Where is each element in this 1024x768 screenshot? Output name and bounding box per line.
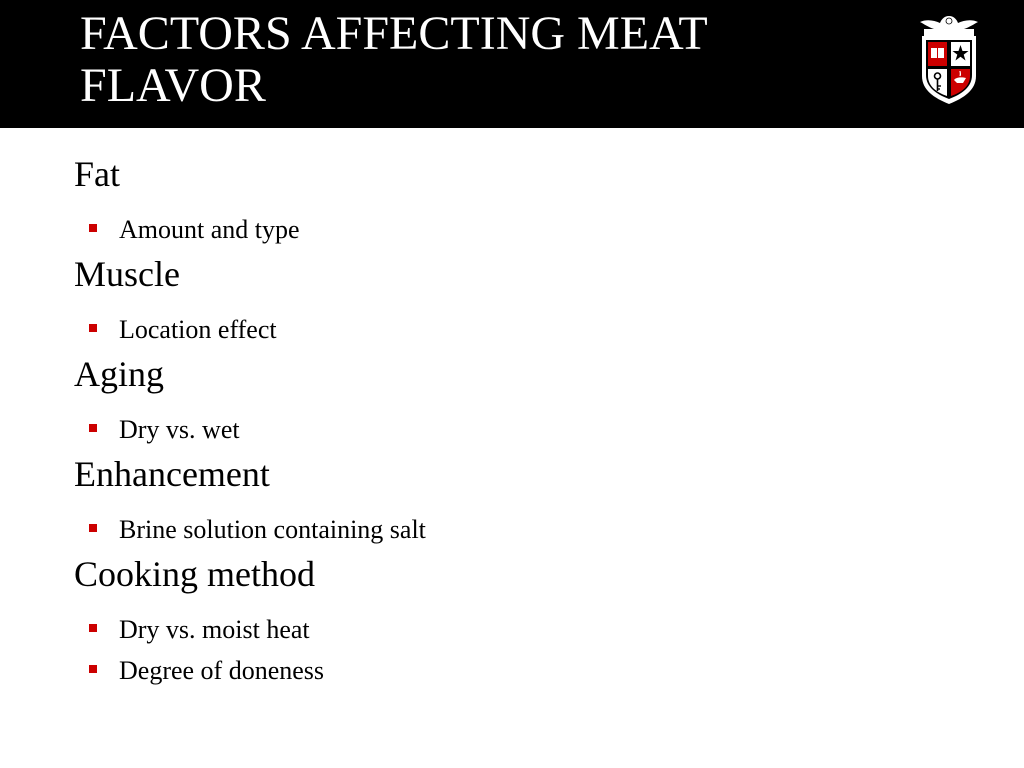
list-item bbox=[74, 650, 974, 691]
list-item-text: Degree of doneness bbox=[119, 656, 325, 685]
list-item bbox=[74, 609, 974, 650]
topic-label: Aging bbox=[74, 354, 164, 394]
topic-group-aging bbox=[74, 350, 974, 450]
topic-group-fat bbox=[74, 150, 974, 250]
slide-title-line-1: FACTORS AFFECTING MEAT bbox=[80, 7, 708, 60]
sub-list bbox=[74, 509, 974, 550]
topic-label: Muscle bbox=[74, 254, 180, 294]
university-shield-logo-icon bbox=[914, 14, 984, 106]
list-item bbox=[74, 209, 974, 250]
topic-group-muscle bbox=[74, 250, 974, 350]
square-bullet-icon bbox=[89, 424, 97, 432]
square-bullet-icon bbox=[89, 324, 97, 332]
sub-list bbox=[74, 409, 974, 450]
slide-title-line-2: FLAVOR bbox=[80, 59, 266, 112]
sub-list bbox=[74, 309, 974, 350]
square-bullet-icon bbox=[89, 524, 97, 532]
square-bullet-icon bbox=[89, 624, 97, 632]
square-bullet-icon bbox=[89, 224, 97, 232]
square-bullet-icon bbox=[89, 665, 97, 673]
sub-list bbox=[74, 209, 974, 250]
slide-content bbox=[74, 150, 974, 691]
list-item-text: Amount and type bbox=[119, 215, 300, 244]
list-item-text: Location effect bbox=[119, 315, 277, 344]
sub-list bbox=[74, 609, 974, 691]
topic-label: Enhancement bbox=[74, 454, 270, 494]
topic-group-cooking-method bbox=[74, 550, 974, 691]
list-item-text: Dry vs. wet bbox=[119, 415, 240, 444]
topic-label: Fat bbox=[74, 154, 121, 194]
list-item bbox=[74, 309, 974, 350]
topic-group-enhancement bbox=[74, 450, 974, 550]
slide-title bbox=[80, 8, 840, 112]
list-item-text: Brine solution containing salt bbox=[119, 515, 426, 544]
list-item bbox=[74, 409, 974, 450]
title-bar bbox=[0, 0, 1024, 128]
list-item-text: Dry vs. moist heat bbox=[119, 615, 310, 644]
topic-label: Cooking method bbox=[74, 554, 315, 594]
list-item bbox=[74, 509, 974, 550]
